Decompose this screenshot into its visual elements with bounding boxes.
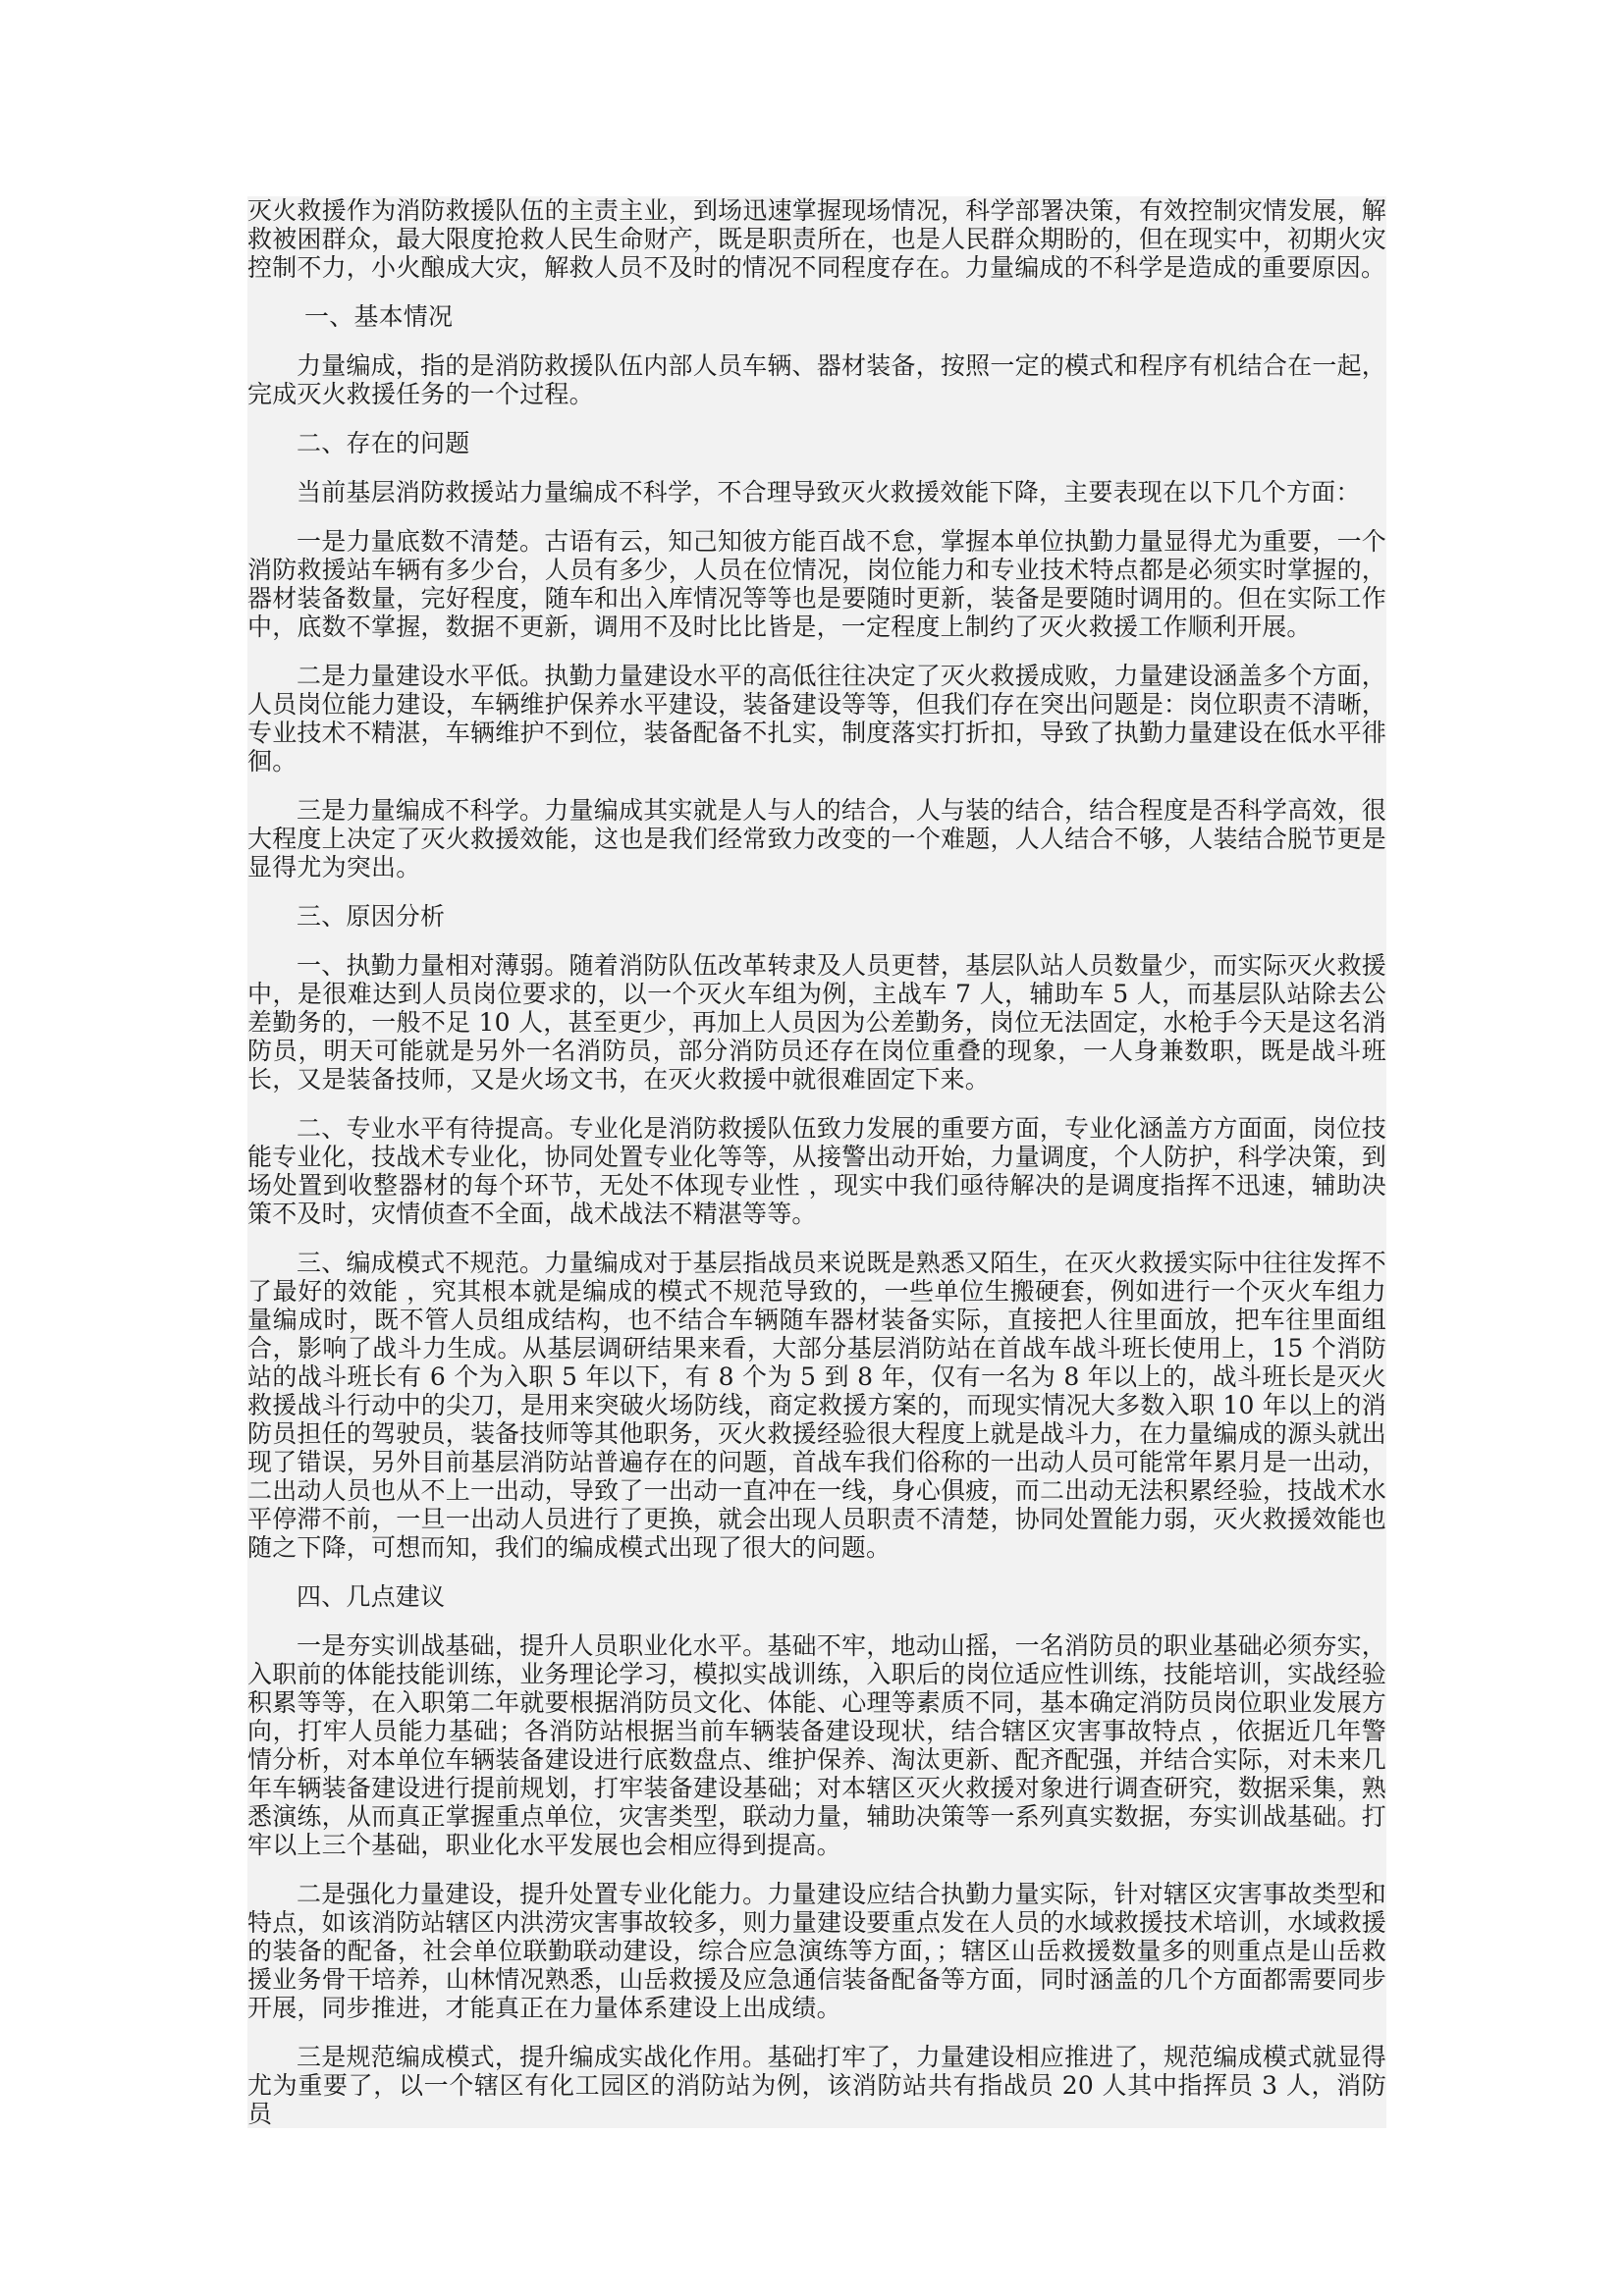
body-paragraph: 二、专业水平有待提高。专业化是消防救援队伍致力发展的重要方面，专业化涵盖方方面面，岗位技能专业化，技战术专业化，协同处置专业化等等，从接警出动开始，力量调度，个人防护，科学决策，到场处置到收整器材的每个环节，无处不体现专业性 ，现实中我们亟待解决的是调度指挥不迅速，辅助决策不及时，灾情侦查不全面，战术战法不精湛等等。: [247, 1114, 1386, 1228]
body-paragraph: 当前基层消防救援站力量编成不科学，不合理导致灭火救援效能下降，主要表现在以下几个方面：: [297, 478, 1361, 507]
article-body: [247, 196, 1386, 2128]
body-paragraph: 三是规范编成模式，提升编成实战化作用。基础打牢了，力量建设相应推进了，规范编成模式就显得尤为重要了，以一个辖区有化工园区的消防站为例，该消防站共有指战员 20 人其中指挥员 3 人，消防员: [247, 2043, 1386, 2128]
section-heading-suggestions: 四、几点建议: [297, 1582, 446, 1611]
body-paragraph: 一是力量底数不清楚。古语有云，知己知彼方能百战不怠，掌握本单位执勤力量显得尤为重要，一个消防救援站车辆有多少台，人员有多少，人员在位情况，岗位能力和专业技术特点都是必须实时掌握的，器材装备数量，完好程度，随车和出入库情况等等也是要随时更新，装备是要随时调用的。但在实际工作中，底数不掌握，数据不更新，调用不及时比比皆是，一定程度上制约了灭火救援工作顺利开展。: [247, 527, 1386, 641]
section-heading-problems: 二、存在的问题: [297, 429, 470, 457]
body-paragraph: 三、编成模式不规范。力量编成对于基层指战员来说既是熟悉又陌生，在灭火救援实际中往往发挥不了最好的效能 ，究其根本就是编成的模式不规范导致的，一些单位生搬硬套，例如进行一个灭火车组力量编成时，既不管人员组成结构，也不结合车辆随车器材装备实际，直接把人往里面放，把车往里面组合，影响了战斗力生成。从基层调研结果来看，大部分基层消防站在首战车战斗班长使用上，15 个消防站的战斗班长有 6 个为入职 5 年以下，有 8 个为 5 到 8 年，仅有一名为 8 年以上的，战斗班长是灭火救援战斗行动中的尖刀，是用来突破火场防线，商定救援方案的，而现实情况大多数入职 10 年以上的消防员担任的驾驶员，装备技师等其他职务，灭火救援经验很大程度上就是战斗力，在力量编成的源头就出现了错误，另外目前基层消防站普遍存在的问题，首战车我们俗称的一出动人员可能常年累月是一出动，二出动人员也从不上一出动，导致了一出动一直冲在一线，身心俱疲，而二出动无法积累经验，技战术水平停滞不前，一旦一出动人员进行了更换，就会出现人员职责不清楚，协同处置能力弱，灭火救援效能也随之下降，可想而知，我们的编成模式出现了很大的问题。: [247, 1249, 1386, 1562]
body-paragraph: 一、执勤力量相对薄弱。随着消防队伍改革转隶及人员更替，基层队站人员数量少，而实际灭火救援中，是很难达到人员岗位要求的，以一个灭火车组为例，主战车 7 人，辅助车 5 人，而基层队站除去公差勤务的，一般不足 10 人，甚至更少，再加上人员因为公差勤务，岗位无法固定，水枪手今天是这名消防员，明天可能就是另外一名消防员，部分消防员还存在岗位重叠的现象，一人身兼数职，既是战斗班长，又是装备技师，又是火场文书，在灭火救援中就很难固定下来。: [247, 951, 1386, 1094]
body-paragraph: 二是力量建设水平低。执勤力量建设水平的高低往往决定了灭火救援成败，力量建设涵盖多个方面，人员岗位能力建设，车辆维护保养水平建设，装备建设等等，但我们存在突出问题是：岗位职责不清晰，专业技术不精湛，车辆维护不到位，装备配备不扎实，制度落实打折扣，导致了执勤力量建设在低水平徘徊。: [247, 662, 1386, 775]
section-heading-cause-analysis: 三、原因分析: [297, 902, 446, 931]
section-heading-basic-situation: 一、基本情况: [304, 302, 454, 331]
body-paragraph: 一是夯实训战基础，提升人员职业化水平。基础不牢，地动山摇，一名消防员的职业基础必须夯实，入职前的体能技能训练，业务理论学习，模拟实战训练，入职后的岗位适应性训练，技能培训，实战经验积累等等，在入职第二年就要根据消防员文化、体能、心理等素质不同，基本确定消防员岗位职业发展方向，打牢人员能力基础；各消防站根据当前车辆装备建设现状，结合辖区灾害事故特点 ，依据近几年警情分析，对本单位车辆装备建设进行底数盘点、维护保养、淘汰更新、配齐配强，并结合实际，对未来几年车辆装备建设进行提前规划，打牢装备建设基础；对本辖区灭火救援对象进行调查研究，数据采集，熟悉演练，从而真正掌握重点单位，灾害类型，联动力量，辅助决策等一系列真实数据，夯实训战基础。打牢以上三个基础，职业化水平发展也会相应得到提高。: [247, 1631, 1386, 1859]
body-paragraph: 二是强化力量建设，提升处置专业化能力。力量建设应结合执勤力量实际，针对辖区灾害事故类型和特点，如该消防站辖区内洪涝灾害事故较多，则力量建设要重点发在人员的水域救援技术培训，水域救援的装备的配备，社会单位联勤联动建设，综合应急演练等方面，；辖区山岳救援数量多的则重点是山岳救援业务骨干培养，山林情况熟悉，山岳救援及应急通信装备配备等方面，同时涵盖的几个方面都需要同步开展，同步推进，才能真正在力量体系建设上出成绩。: [247, 1880, 1386, 2022]
body-paragraph: 力量编成，指的是消防救援队伍内部人员车辆、器材装备，按照一定的模式和程序有机结合在一起，完成灭火救援任务的一个过程。: [247, 351, 1386, 408]
intro-paragraph: 灭火救援作为消防救援队伍的主责主业，到场迅速掌握现场情况，科学部署决策，有效控制灾情发展，解救被困群众，最大限度抢救人民生命财产，既是职责所在，也是人民群众期盼的，但在现实中，初期火灾控制不力，小火酿成大灾，解救人员不及时的情况不同程度存在。力量编成的不科学是造成的重要原因。: [247, 196, 1386, 282]
body-paragraph: 三是力量编成不科学。力量编成其实就是人与人的结合，人与装的结合，结合程度是否科学高效，很大程度上决定了灭火救援效能，这也是我们经常致力改变的一个难题，人人结合不够，人装结合脱节更是显得尤为突出。: [247, 796, 1386, 881]
